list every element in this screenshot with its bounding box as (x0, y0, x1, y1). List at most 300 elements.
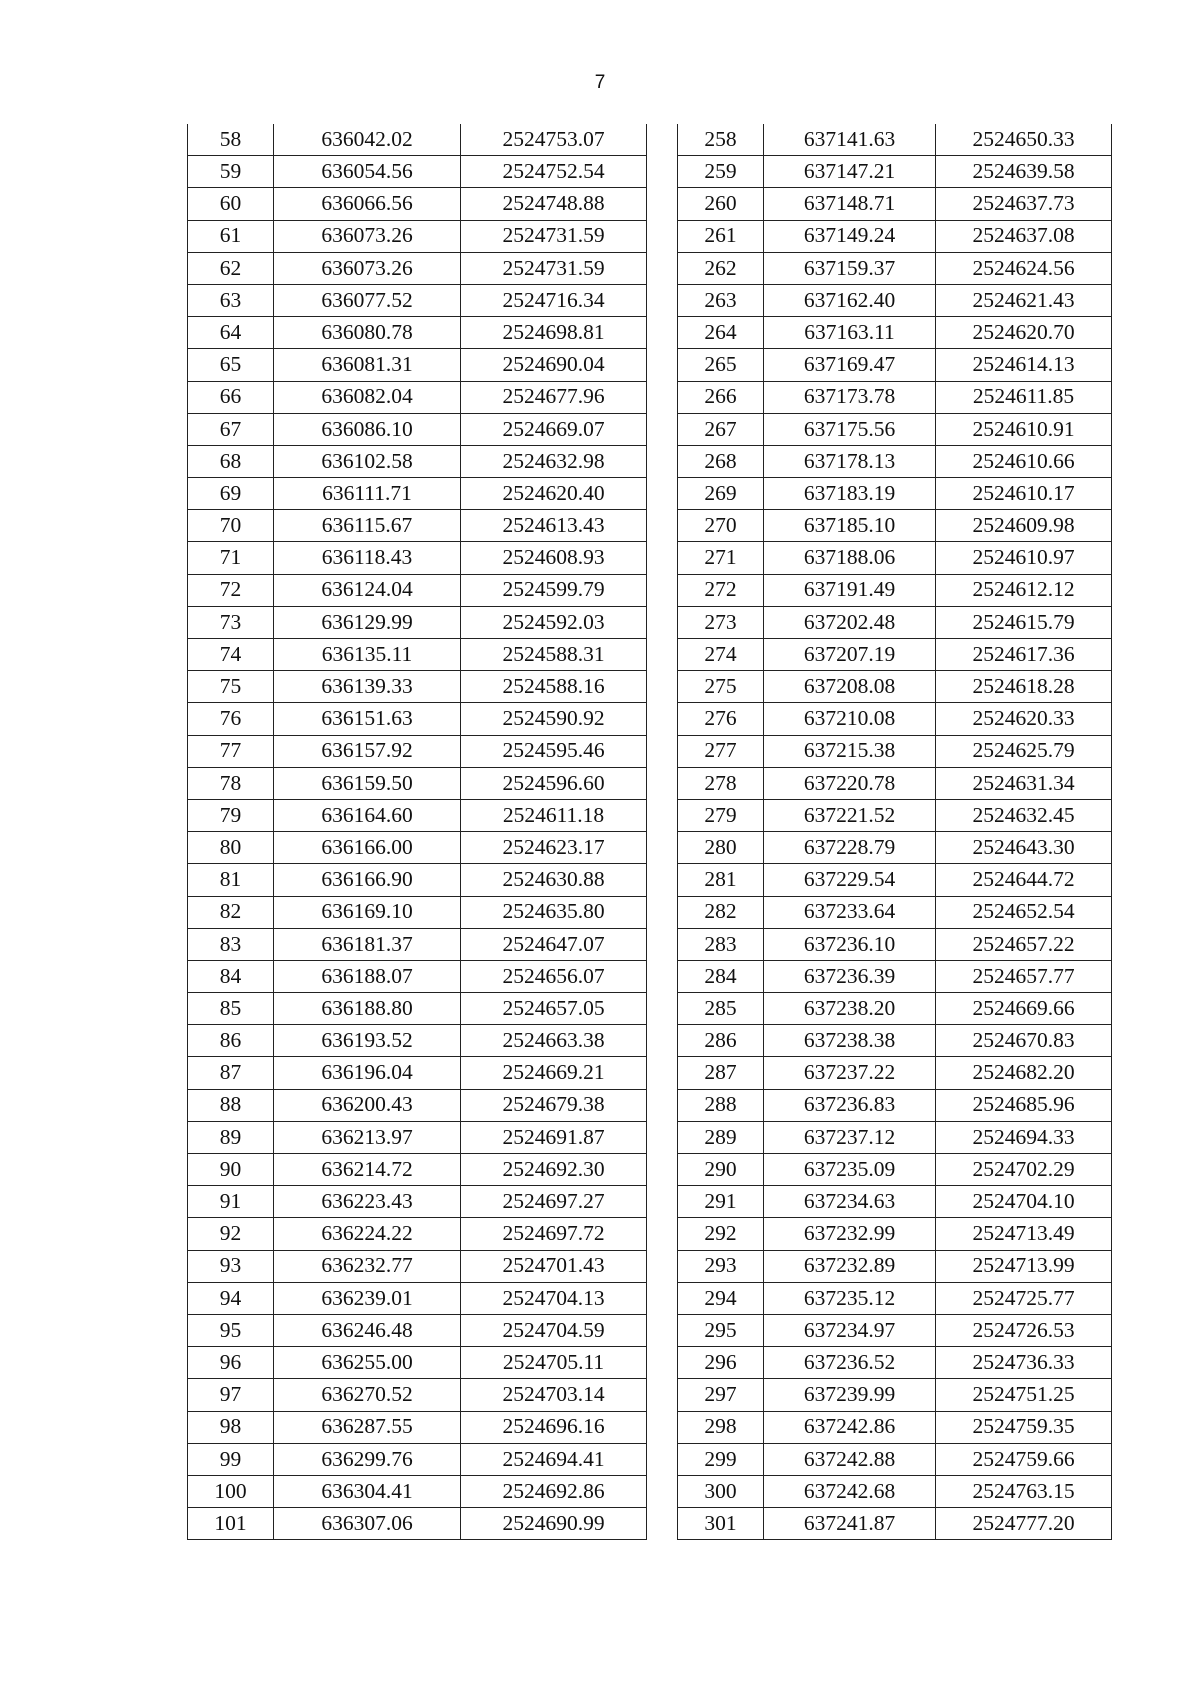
point-number-cell: 64 (188, 317, 274, 349)
x-coordinate-cell: 636073.26 (274, 252, 461, 284)
point-number-cell: 83 (188, 928, 274, 960)
y-coordinate-cell: 2524669.07 (461, 413, 647, 445)
y-coordinate-cell: 2524692.86 (461, 1475, 647, 1507)
point-number-cell: 299 (678, 1443, 764, 1475)
y-coordinate-cell: 2524697.27 (461, 1186, 647, 1218)
table-row (188, 1057, 647, 1089)
y-coordinate-cell: 2524588.31 (461, 639, 647, 671)
x-coordinate-cell: 636066.56 (274, 188, 461, 220)
y-coordinate-cell: 2524704.59 (461, 1314, 647, 1346)
point-number-cell: 258 (678, 124, 764, 156)
x-coordinate-cell: 636081.31 (274, 349, 461, 381)
y-coordinate-cell: 2524685.96 (936, 1089, 1112, 1121)
y-coordinate-cell: 2524753.07 (461, 124, 647, 156)
point-number-cell: 282 (678, 896, 764, 928)
y-coordinate-cell: 2524610.17 (936, 478, 1112, 510)
y-coordinate-cell: 2524690.04 (461, 349, 647, 381)
x-coordinate-cell: 637235.09 (764, 1154, 936, 1186)
point-number-cell: 82 (188, 896, 274, 928)
x-coordinate-cell: 636239.01 (274, 1282, 461, 1314)
x-coordinate-cell: 636193.52 (274, 1025, 461, 1057)
table-row (678, 1282, 1112, 1314)
x-coordinate-cell: 636118.43 (274, 542, 461, 574)
y-coordinate-cell: 2524643.30 (936, 832, 1112, 864)
table-row (188, 1411, 647, 1443)
table-row (678, 124, 1112, 156)
x-coordinate-cell: 636139.33 (274, 671, 461, 703)
point-number-cell: 274 (678, 639, 764, 671)
x-coordinate-cell: 636270.52 (274, 1379, 461, 1411)
table-row (188, 381, 647, 413)
table-row (188, 478, 647, 510)
point-number-cell: 96 (188, 1347, 274, 1379)
table-row (678, 735, 1112, 767)
point-number-cell: 269 (678, 478, 764, 510)
point-number-cell: 294 (678, 1282, 764, 1314)
table-row (188, 1508, 647, 1540)
x-coordinate-cell: 636246.48 (274, 1314, 461, 1346)
table-row (188, 767, 647, 799)
x-coordinate-cell: 637183.19 (764, 478, 936, 510)
x-coordinate-cell: 636111.71 (274, 478, 461, 510)
table-row (188, 639, 647, 671)
table-row (678, 349, 1112, 381)
point-number-cell: 268 (678, 445, 764, 477)
x-coordinate-cell: 637221.52 (764, 799, 936, 831)
table-row (188, 864, 647, 896)
y-coordinate-cell: 2524731.59 (461, 220, 647, 252)
point-number-cell: 94 (188, 1282, 274, 1314)
table-row (188, 832, 647, 864)
table-row (678, 799, 1112, 831)
point-number-cell: 301 (678, 1508, 764, 1540)
x-coordinate-cell: 637163.11 (764, 317, 936, 349)
table-row (188, 1218, 647, 1250)
point-number-cell: 272 (678, 574, 764, 606)
x-coordinate-cell: 636086.10 (274, 413, 461, 445)
table-row (678, 252, 1112, 284)
y-coordinate-cell: 2524716.34 (461, 284, 647, 316)
x-coordinate-cell: 636188.80 (274, 993, 461, 1025)
table-row (678, 1057, 1112, 1089)
table-row (678, 864, 1112, 896)
table-row (188, 1282, 647, 1314)
y-coordinate-cell: 2524647.07 (461, 928, 647, 960)
y-coordinate-cell: 2524610.97 (936, 542, 1112, 574)
table-row (678, 960, 1112, 992)
x-coordinate-cell: 637162.40 (764, 284, 936, 316)
y-coordinate-cell: 2524644.72 (936, 864, 1112, 896)
y-coordinate-cell: 2524656.07 (461, 960, 647, 992)
point-number-cell: 75 (188, 671, 274, 703)
table-row (188, 284, 647, 316)
x-coordinate-cell: 637239.99 (764, 1379, 936, 1411)
x-coordinate-cell: 637232.89 (764, 1250, 936, 1282)
table-row (678, 413, 1112, 445)
table-row (678, 639, 1112, 671)
table-row (678, 993, 1112, 1025)
x-coordinate-cell: 636307.06 (274, 1508, 461, 1540)
point-number-cell: 86 (188, 1025, 274, 1057)
table-row (678, 1508, 1112, 1540)
y-coordinate-cell: 2524621.43 (936, 284, 1112, 316)
table-row (678, 156, 1112, 188)
point-number-cell: 58 (188, 124, 274, 156)
y-coordinate-cell: 2524624.56 (936, 252, 1112, 284)
table-row (188, 960, 647, 992)
y-coordinate-cell: 2524691.87 (461, 1121, 647, 1153)
y-coordinate-cell: 2524632.98 (461, 445, 647, 477)
x-coordinate-cell: 636115.67 (274, 510, 461, 542)
y-coordinate-cell: 2524620.40 (461, 478, 647, 510)
x-coordinate-cell: 637147.21 (764, 156, 936, 188)
y-coordinate-cell: 2524694.33 (936, 1121, 1112, 1153)
point-number-cell: 285 (678, 993, 764, 1025)
table-row (188, 1186, 647, 1218)
table-row (678, 1347, 1112, 1379)
table-row (188, 252, 647, 284)
point-number-cell: 300 (678, 1475, 764, 1507)
y-coordinate-cell: 2524669.21 (461, 1057, 647, 1089)
x-coordinate-cell: 636124.04 (274, 574, 461, 606)
x-coordinate-cell: 637169.47 (764, 349, 936, 381)
point-number-cell: 92 (188, 1218, 274, 1250)
y-coordinate-cell: 2524702.29 (936, 1154, 1112, 1186)
coordinate-table-left (187, 124, 647, 1540)
x-coordinate-cell: 636232.77 (274, 1250, 461, 1282)
point-number-cell: 275 (678, 671, 764, 703)
x-coordinate-cell: 636188.07 (274, 960, 461, 992)
table-row (678, 1089, 1112, 1121)
table-row (678, 671, 1112, 703)
page-number: 7 (594, 72, 606, 93)
y-coordinate-cell: 2524692.30 (461, 1154, 647, 1186)
y-coordinate-cell: 2524620.33 (936, 703, 1112, 735)
y-coordinate-cell: 2524630.88 (461, 864, 647, 896)
table-row (188, 220, 647, 252)
x-coordinate-cell: 636077.52 (274, 284, 461, 316)
table-row (188, 1250, 647, 1282)
table-row (678, 284, 1112, 316)
point-number-cell: 265 (678, 349, 764, 381)
x-coordinate-cell: 637191.49 (764, 574, 936, 606)
y-coordinate-cell: 2524701.43 (461, 1250, 647, 1282)
x-coordinate-cell: 637175.56 (764, 413, 936, 445)
point-number-cell: 78 (188, 767, 274, 799)
table-row (678, 188, 1112, 220)
point-number-cell: 69 (188, 478, 274, 510)
table-row (678, 1411, 1112, 1443)
x-coordinate-cell: 637235.12 (764, 1282, 936, 1314)
x-coordinate-cell: 636223.43 (274, 1186, 461, 1218)
x-coordinate-cell: 637236.39 (764, 960, 936, 992)
y-coordinate-cell: 2524713.49 (936, 1218, 1112, 1250)
point-number-cell: 286 (678, 1025, 764, 1057)
point-number-cell: 289 (678, 1121, 764, 1153)
point-number-cell: 273 (678, 606, 764, 638)
point-number-cell: 80 (188, 832, 274, 864)
point-number-cell: 262 (678, 252, 764, 284)
y-coordinate-cell: 2524704.13 (461, 1282, 647, 1314)
y-coordinate-cell: 2524631.34 (936, 767, 1112, 799)
x-coordinate-cell: 637238.38 (764, 1025, 936, 1057)
x-coordinate-cell: 637202.48 (764, 606, 936, 638)
x-coordinate-cell: 637242.86 (764, 1411, 936, 1443)
table-row (678, 510, 1112, 542)
table-row (678, 445, 1112, 477)
point-number-cell: 259 (678, 156, 764, 188)
x-coordinate-cell: 636054.56 (274, 156, 461, 188)
table-row (678, 1186, 1112, 1218)
point-number-cell: 65 (188, 349, 274, 381)
point-number-cell: 260 (678, 188, 764, 220)
x-coordinate-cell: 637242.88 (764, 1443, 936, 1475)
x-coordinate-cell: 637236.52 (764, 1347, 936, 1379)
x-coordinate-cell: 637237.22 (764, 1057, 936, 1089)
x-coordinate-cell: 637236.10 (764, 928, 936, 960)
table-row (678, 1250, 1112, 1282)
x-coordinate-cell: 637178.13 (764, 445, 936, 477)
table-row (188, 1475, 647, 1507)
table-row (678, 767, 1112, 799)
x-coordinate-cell: 636213.97 (274, 1121, 461, 1153)
y-coordinate-cell: 2524637.08 (936, 220, 1112, 252)
point-number-cell: 276 (678, 703, 764, 735)
point-number-cell: 101 (188, 1508, 274, 1540)
table-row (678, 542, 1112, 574)
y-coordinate-cell: 2524620.70 (936, 317, 1112, 349)
point-number-cell: 66 (188, 381, 274, 413)
point-number-cell: 271 (678, 542, 764, 574)
table-row (678, 381, 1112, 413)
table-row (188, 1314, 647, 1346)
y-coordinate-cell: 2524608.93 (461, 542, 647, 574)
x-coordinate-cell: 636299.76 (274, 1443, 461, 1475)
table-row (188, 542, 647, 574)
table-row (188, 574, 647, 606)
table-row (188, 1347, 647, 1379)
y-coordinate-cell: 2524595.46 (461, 735, 647, 767)
point-number-cell: 62 (188, 252, 274, 284)
point-number-cell: 281 (678, 864, 764, 896)
point-number-cell: 261 (678, 220, 764, 252)
table-row (188, 1154, 647, 1186)
x-coordinate-cell: 636214.72 (274, 1154, 461, 1186)
point-number-cell: 266 (678, 381, 764, 413)
x-coordinate-cell: 637234.63 (764, 1186, 936, 1218)
y-coordinate-cell: 2524588.16 (461, 671, 647, 703)
y-coordinate-cell: 2524657.22 (936, 928, 1112, 960)
table-row (188, 317, 647, 349)
table-row (188, 510, 647, 542)
y-coordinate-cell: 2524759.66 (936, 1443, 1112, 1475)
y-coordinate-cell: 2524611.18 (461, 799, 647, 831)
y-coordinate-cell: 2524751.25 (936, 1379, 1112, 1411)
y-coordinate-cell: 2524632.45 (936, 799, 1112, 831)
x-coordinate-cell: 636166.90 (274, 864, 461, 896)
x-coordinate-cell: 636255.00 (274, 1347, 461, 1379)
table-row (678, 832, 1112, 864)
x-coordinate-cell: 636287.55 (274, 1411, 461, 1443)
x-coordinate-cell: 636102.58 (274, 445, 461, 477)
point-number-cell: 293 (678, 1250, 764, 1282)
y-coordinate-cell: 2524670.83 (936, 1025, 1112, 1057)
x-coordinate-cell: 637242.68 (764, 1475, 936, 1507)
point-number-cell: 263 (678, 284, 764, 316)
x-coordinate-cell: 637232.99 (764, 1218, 936, 1250)
point-number-cell: 292 (678, 1218, 764, 1250)
table-row (678, 1218, 1112, 1250)
y-coordinate-cell: 2524777.20 (936, 1508, 1112, 1540)
table-row (678, 1379, 1112, 1411)
y-coordinate-cell: 2524614.13 (936, 349, 1112, 381)
y-coordinate-cell: 2524592.03 (461, 606, 647, 638)
y-coordinate-cell: 2524657.05 (461, 993, 647, 1025)
table-row (188, 413, 647, 445)
point-number-cell: 297 (678, 1379, 764, 1411)
table-row (188, 896, 647, 928)
table-row (188, 703, 647, 735)
y-coordinate-cell: 2524618.28 (936, 671, 1112, 703)
point-number-cell: 60 (188, 188, 274, 220)
table-row (678, 1154, 1112, 1186)
y-coordinate-cell: 2524657.77 (936, 960, 1112, 992)
x-coordinate-cell: 636080.78 (274, 317, 461, 349)
y-coordinate-cell: 2524682.20 (936, 1057, 1112, 1089)
x-coordinate-cell: 636181.37 (274, 928, 461, 960)
x-coordinate-cell: 636082.04 (274, 381, 461, 413)
table-row (678, 1121, 1112, 1153)
x-coordinate-cell: 637207.19 (764, 639, 936, 671)
x-coordinate-cell: 637148.71 (764, 188, 936, 220)
point-number-cell: 73 (188, 606, 274, 638)
y-coordinate-cell: 2524696.16 (461, 1411, 647, 1443)
point-number-cell: 63 (188, 284, 274, 316)
x-coordinate-cell: 636196.04 (274, 1057, 461, 1089)
x-coordinate-cell: 636129.99 (274, 606, 461, 638)
table-row (678, 1025, 1112, 1057)
point-number-cell: 76 (188, 703, 274, 735)
y-coordinate-cell: 2524599.79 (461, 574, 647, 606)
x-coordinate-cell: 637149.24 (764, 220, 936, 252)
point-number-cell: 100 (188, 1475, 274, 1507)
y-coordinate-cell: 2524639.58 (936, 156, 1112, 188)
point-number-cell: 287 (678, 1057, 764, 1089)
point-number-cell: 95 (188, 1314, 274, 1346)
point-number-cell: 270 (678, 510, 764, 542)
table-row (188, 606, 647, 638)
y-coordinate-cell: 2524663.38 (461, 1025, 647, 1057)
point-number-cell: 284 (678, 960, 764, 992)
y-coordinate-cell: 2524759.35 (936, 1411, 1112, 1443)
x-coordinate-cell: 636200.43 (274, 1089, 461, 1121)
y-coordinate-cell: 2524623.17 (461, 832, 647, 864)
point-number-cell: 98 (188, 1411, 274, 1443)
x-coordinate-cell: 637234.97 (764, 1314, 936, 1346)
y-coordinate-cell: 2524596.60 (461, 767, 647, 799)
x-coordinate-cell: 636169.10 (274, 896, 461, 928)
table-row (188, 349, 647, 381)
x-coordinate-cell: 637241.87 (764, 1508, 936, 1540)
table-row (188, 1443, 647, 1475)
table-row (188, 188, 647, 220)
y-coordinate-cell: 2524690.99 (461, 1508, 647, 1540)
x-coordinate-cell: 636159.50 (274, 767, 461, 799)
x-coordinate-cell: 636164.60 (274, 799, 461, 831)
x-coordinate-cell: 637159.37 (764, 252, 936, 284)
x-coordinate-cell: 636073.26 (274, 220, 461, 252)
x-coordinate-cell: 637208.08 (764, 671, 936, 703)
y-coordinate-cell: 2524725.77 (936, 1282, 1112, 1314)
point-number-cell: 71 (188, 542, 274, 574)
point-number-cell: 84 (188, 960, 274, 992)
y-coordinate-cell: 2524650.33 (936, 124, 1112, 156)
y-coordinate-cell: 2524679.38 (461, 1089, 647, 1121)
x-coordinate-cell: 637220.78 (764, 767, 936, 799)
point-number-cell: 283 (678, 928, 764, 960)
point-number-cell: 72 (188, 574, 274, 606)
y-coordinate-cell: 2524697.72 (461, 1218, 647, 1250)
x-coordinate-cell: 637210.08 (764, 703, 936, 735)
y-coordinate-cell: 2524652.54 (936, 896, 1112, 928)
y-coordinate-cell: 2524677.96 (461, 381, 647, 413)
point-number-cell: 67 (188, 413, 274, 445)
point-number-cell: 81 (188, 864, 274, 896)
y-coordinate-cell: 2524615.79 (936, 606, 1112, 638)
point-number-cell: 279 (678, 799, 764, 831)
y-coordinate-cell: 2524763.15 (936, 1475, 1112, 1507)
y-coordinate-cell: 2524748.88 (461, 188, 647, 220)
point-number-cell: 264 (678, 317, 764, 349)
y-coordinate-cell: 2524637.73 (936, 188, 1112, 220)
table-row (188, 445, 647, 477)
x-coordinate-cell: 636157.92 (274, 735, 461, 767)
point-number-cell: 87 (188, 1057, 274, 1089)
point-number-cell: 85 (188, 993, 274, 1025)
x-coordinate-cell: 637173.78 (764, 381, 936, 413)
point-number-cell: 298 (678, 1411, 764, 1443)
x-coordinate-cell: 637237.12 (764, 1121, 936, 1153)
table-row (678, 896, 1112, 928)
y-coordinate-cell: 2524669.66 (936, 993, 1112, 1025)
table-row (188, 799, 647, 831)
y-coordinate-cell: 2524625.79 (936, 735, 1112, 767)
x-coordinate-cell: 637233.64 (764, 896, 936, 928)
point-number-cell: 91 (188, 1186, 274, 1218)
y-coordinate-cell: 2524590.92 (461, 703, 647, 735)
table-row (678, 1314, 1112, 1346)
y-coordinate-cell: 2524713.99 (936, 1250, 1112, 1282)
y-coordinate-cell: 2524609.98 (936, 510, 1112, 542)
point-number-cell: 93 (188, 1250, 274, 1282)
table-row (678, 928, 1112, 960)
table-row (188, 1025, 647, 1057)
point-number-cell: 77 (188, 735, 274, 767)
x-coordinate-cell: 636224.22 (274, 1218, 461, 1250)
x-coordinate-cell: 637215.38 (764, 735, 936, 767)
y-coordinate-cell: 2524704.10 (936, 1186, 1112, 1218)
coordinate-table-right (677, 124, 1112, 1540)
y-coordinate-cell: 2524613.43 (461, 510, 647, 542)
y-coordinate-cell: 2524635.80 (461, 896, 647, 928)
table-row (678, 574, 1112, 606)
point-number-cell: 89 (188, 1121, 274, 1153)
point-number-cell: 278 (678, 767, 764, 799)
y-coordinate-cell: 2524752.54 (461, 156, 647, 188)
point-number-cell: 288 (678, 1089, 764, 1121)
point-number-cell: 70 (188, 510, 274, 542)
table-row (678, 220, 1112, 252)
